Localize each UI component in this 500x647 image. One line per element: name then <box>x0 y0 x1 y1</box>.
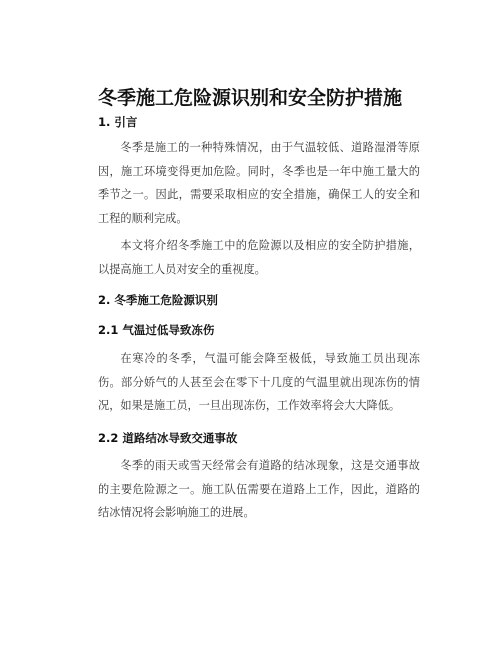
document-title: 冬季施工危险源识别和安全防护措施 <box>97 87 402 109</box>
subsection-heading-frostbite: 2.1 气温过低导致冻伤 <box>98 323 215 337</box>
paragraph-introduction-2: 本文将介绍冬季施工中的危险源以及相应的安全防护措施，以提高施工人员对安全的重视度。 <box>98 239 420 276</box>
paragraph-introduction-1: 冬季是施工的一种特殊情况，由于气温较低、道路湿滑等原因，施工环境变得更加危险。同时，冬季也是一年中施工量大的季节之一。因此，需要采取相应的安全措施，确保工人的安全和工程的顺利完成。 <box>98 141 420 225</box>
paragraph-icy-roads: 冬季的雨天或雪天经常会有道路的结冰现象，这是交通事故的主要危险源之一。施工队伍需要在道路上工作，因此，道路的结冰情况将会影响施工的进展。 <box>98 459 420 519</box>
paragraph-frostbite: 在寒冷的冬季，气温可能会降至极低，导致施工员出现冻伤。部分娇气的人甚至会在零下十几度的气温里就出现冻伤的情况，如果是施工员，一旦出现冻伤，工作效率将会大大降低。 <box>98 352 420 412</box>
section-heading-introduction: 1. 引言 <box>98 115 138 129</box>
subsection-heading-icy-roads: 2.2 道路结冰导致交通事故 <box>98 431 238 445</box>
section-heading-hazard-identification: 2. 冬季施工危险源识别 <box>98 293 218 307</box>
